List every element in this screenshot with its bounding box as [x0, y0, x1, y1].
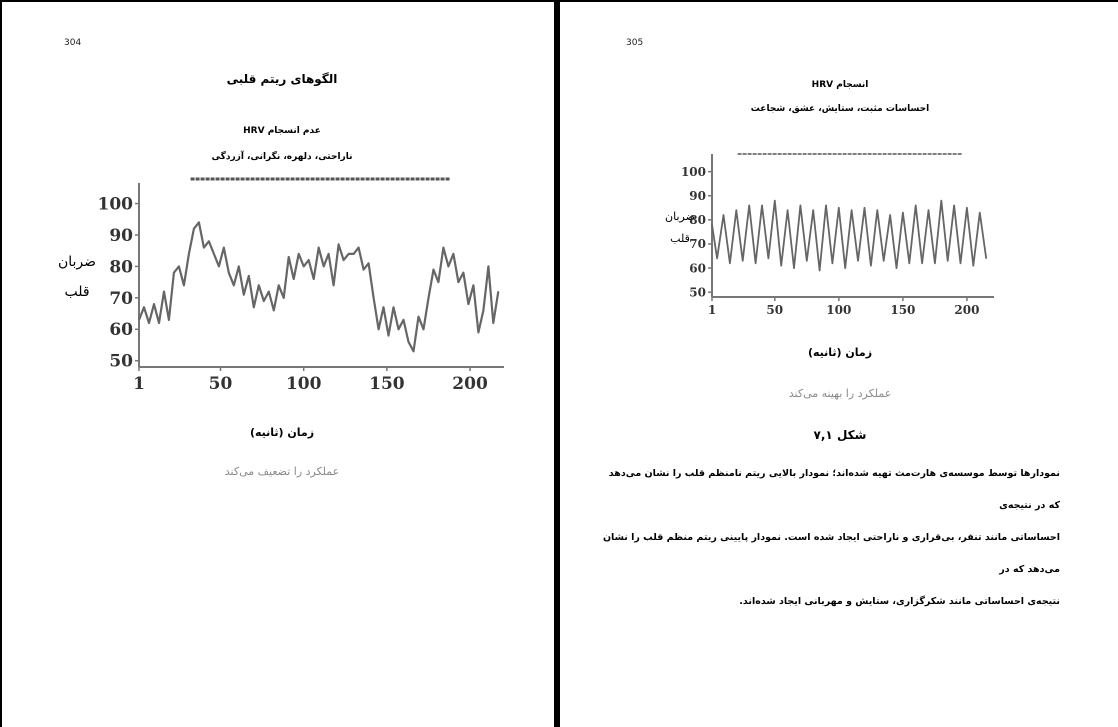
data-point	[838, 207, 839, 208]
data-point	[303, 266, 304, 267]
data-point	[813, 210, 814, 211]
data-point	[313, 278, 314, 279]
data-point	[979, 212, 980, 213]
data-point	[793, 267, 794, 268]
x-axis-label: زمان (ثانیه)	[249, 426, 315, 439]
data-point	[488, 266, 489, 267]
data-point	[973, 265, 974, 266]
y-axis-label-2: قلب	[670, 232, 690, 245]
data-point	[193, 228, 194, 229]
data-point	[198, 222, 199, 223]
x-tick-label: 200	[954, 303, 980, 317]
data-point	[717, 258, 718, 259]
y-tick-label: 50	[689, 285, 706, 300]
caption-paragraph	[600, 458, 1060, 618]
data-point	[148, 322, 149, 323]
data-point	[443, 247, 444, 248]
data-point	[947, 260, 948, 261]
data-point	[203, 247, 204, 248]
data-point	[742, 260, 743, 261]
data-point	[163, 291, 164, 292]
y-axis-label-2: قلب	[64, 284, 90, 300]
data-point	[348, 253, 349, 254]
y-tick-label: 70	[689, 237, 706, 252]
data-point	[248, 275, 249, 276]
data-point	[223, 247, 224, 248]
performance-note: عملکرد را تضعیف می‌کند	[224, 465, 340, 478]
data-point	[328, 253, 329, 254]
data-point	[238, 266, 239, 267]
data-point	[448, 266, 449, 267]
data-point	[473, 285, 474, 286]
data-point	[393, 307, 394, 308]
y-tick-label: 60	[109, 320, 133, 341]
emotions-list: احساسات مثبت، ستایش، عشق، شجاعت	[750, 104, 930, 114]
data-point	[343, 260, 344, 261]
data-point	[408, 341, 409, 342]
data-point	[263, 300, 264, 301]
data-point	[383, 307, 384, 308]
data-point	[877, 210, 878, 211]
data-point	[463, 272, 464, 273]
hrv-coherent-chart	[680, 142, 1010, 327]
data-point	[845, 267, 846, 268]
data-point	[787, 210, 788, 211]
data-point	[468, 304, 469, 305]
x-tick-label: 1	[707, 303, 717, 317]
data-point	[928, 210, 929, 211]
data-point	[966, 207, 967, 208]
data-point	[857, 260, 858, 261]
x-tick-label: 50	[208, 374, 233, 394]
data-point	[228, 272, 229, 273]
left-page	[0, 0, 554, 727]
data-point	[453, 253, 454, 254]
data-point	[960, 263, 961, 264]
data-point	[423, 329, 424, 330]
data-point	[243, 294, 244, 295]
data-point	[458, 282, 459, 283]
x-tick-label: 50	[766, 303, 784, 317]
caption-line-3: نتیجه‌ی احساساتی مانند شکرگزاری، ستایش و مهربانی ایجاد شده‌اند.	[739, 596, 1060, 607]
series-line	[712, 201, 986, 271]
data-point	[711, 224, 712, 225]
figure-caption: شکل ۷,۱	[813, 428, 867, 442]
data-point	[883, 260, 884, 261]
performance-note: عملکرد را بهینه می‌کند	[788, 387, 892, 400]
chart-subtitle: عدم انسجام HRV	[243, 126, 321, 136]
data-point	[749, 205, 750, 206]
data-point	[768, 258, 769, 259]
data-point	[378, 329, 379, 330]
x-axis-label: زمان (ثانیه)	[807, 346, 873, 359]
data-point	[498, 291, 499, 292]
data-point	[851, 210, 852, 211]
x-tick-label: 150	[890, 303, 916, 317]
data-point	[723, 214, 724, 215]
y-tick-label: 80	[689, 213, 706, 228]
data-point	[418, 316, 419, 317]
data-point	[143, 307, 144, 308]
data-point	[483, 310, 484, 311]
y-tick-label: 100	[680, 164, 706, 179]
data-point	[413, 351, 414, 352]
caption-line-1: نمودارها توسط موسسه‌ی هارت‌مث تهیه شده‌اند؛ نمودار بالایی ریتم نامنظم قلب را نشان می‌دهد که در نتیجه‌ی	[608, 468, 1060, 511]
data-point	[278, 285, 279, 286]
data-point	[253, 307, 254, 308]
data-point	[825, 205, 826, 206]
data-point	[273, 310, 274, 311]
data-point	[986, 258, 987, 259]
data-point	[736, 210, 737, 211]
page-number: 304	[64, 38, 82, 48]
data-point	[368, 263, 369, 264]
data-point	[403, 319, 404, 320]
x-tick-label: 150	[369, 374, 405, 394]
x-tick-label: 200	[452, 374, 488, 394]
chart-title: انسجام HRV	[811, 80, 869, 90]
caption-line-2: احساساتی مانند تنفر، بی‌قراری و ناراحتی ایجاد شده است. نمودار پایینی ریتم منظم قلب را نشان می‌دهد که در	[602, 532, 1060, 575]
data-point	[353, 253, 354, 254]
y-tick-label: 50	[109, 351, 133, 372]
data-point	[338, 244, 339, 245]
data-point	[819, 270, 820, 271]
series-line	[139, 222, 498, 351]
data-point	[333, 285, 334, 286]
data-point	[218, 266, 219, 267]
data-point	[298, 253, 299, 254]
data-point	[173, 272, 174, 273]
data-point	[268, 291, 269, 292]
data-point	[293, 278, 294, 279]
data-point	[183, 285, 184, 286]
data-point	[153, 304, 154, 305]
data-point	[761, 205, 762, 206]
x-tick-label: 1	[133, 374, 145, 394]
data-point	[318, 247, 319, 248]
y-tick-label: 60	[689, 261, 706, 276]
data-point	[288, 256, 289, 257]
data-point	[902, 212, 903, 213]
data-point	[428, 297, 429, 298]
data-point	[800, 205, 801, 206]
y-tick-label: 70	[109, 288, 133, 309]
data-point	[864, 207, 865, 208]
data-point	[358, 247, 359, 248]
data-point	[896, 267, 897, 268]
data-point	[388, 335, 389, 336]
y-tick-label: 100	[97, 194, 133, 215]
data-point	[398, 329, 399, 330]
y-axis-label: ضربان	[665, 210, 695, 223]
right-page	[558, 0, 1118, 727]
data-point	[208, 241, 209, 242]
y-axis-label: ضربان	[57, 254, 97, 270]
data-point	[922, 263, 923, 264]
data-point	[373, 297, 374, 298]
data-point	[308, 260, 309, 261]
data-point	[138, 319, 139, 320]
data-point	[233, 285, 234, 286]
data-point	[774, 200, 775, 201]
x-tick-label: 100	[285, 374, 322, 394]
data-point	[438, 282, 439, 283]
data-point	[178, 266, 179, 267]
data-point	[188, 253, 189, 254]
data-point	[158, 322, 159, 323]
data-point	[213, 253, 214, 254]
data-point	[323, 266, 324, 267]
data-point	[433, 269, 434, 270]
data-point	[941, 200, 942, 201]
data-point	[806, 260, 807, 261]
data-point	[493, 322, 494, 323]
data-point	[870, 265, 871, 266]
data-point	[781, 265, 782, 266]
data-point	[909, 263, 910, 264]
page-number: 305	[626, 38, 644, 48]
data-point	[363, 269, 364, 270]
data-point	[478, 332, 479, 333]
data-point	[258, 285, 259, 286]
y-tick-label: 90	[689, 188, 706, 203]
data-point	[934, 263, 935, 264]
data-point	[755, 263, 756, 264]
hrv-incoherent-chart	[92, 167, 512, 407]
y-tick-label: 80	[109, 257, 133, 278]
data-point	[915, 205, 916, 206]
data-point	[832, 263, 833, 264]
data-point	[168, 319, 169, 320]
data-point	[954, 205, 955, 206]
x-tick-label: 100	[826, 303, 852, 317]
data-point	[729, 263, 730, 264]
y-tick-label: 90	[109, 225, 133, 246]
data-point	[283, 297, 284, 298]
data-point	[889, 214, 890, 215]
emotions-list: ناراحتی، دلهره، نگرانی، آزردگی	[211, 152, 353, 162]
page-title: الگوهای ریتم قلبی	[226, 72, 338, 86]
